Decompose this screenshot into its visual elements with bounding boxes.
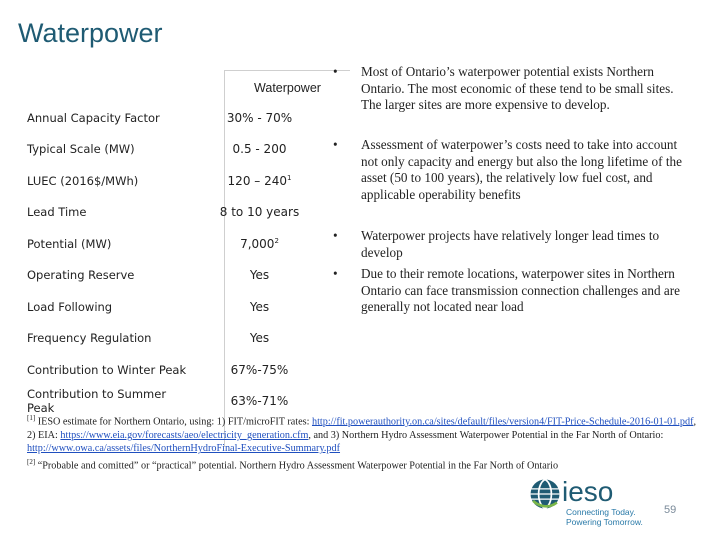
row-value: Yes [249,299,270,314]
potential-value: 7,000 [240,236,275,251]
bullet-text: Most of Ontario’s waterpower potential exists Northern Ontario. The most economic of these tend to be small sites. The larger sites are more expensive to develop. [361,64,674,112]
page-number: 59 [664,504,677,516]
row-label: Frequency Regulation [27,330,152,345]
row-value: 30% - 70% [226,110,293,125]
row-label: Contribution to Winter Peak [27,362,187,377]
table-row [27,102,322,133]
table-row [27,133,322,164]
row-value: Yes [249,267,270,282]
footnote-ref-2: 2 [274,236,279,245]
row-value [212,237,307,251]
row-value: 0.5 - 200 [232,141,287,156]
bullet-text: Due to their remote locations, waterpower sites in Northern Ontario can face transmission connection challenges and are generally not located near load [361,266,680,314]
bullet-icon: • [333,228,338,243]
ieso-globe-icon [528,477,562,511]
footnote-2 [27,456,697,473]
footnotes [27,412,697,473]
row-value: 8 to 10 years [219,204,300,219]
ieso-logo-text: ieso [562,476,614,507]
tagline-line-2: Powering Tomorrow. [566,517,643,527]
bullet-item [330,137,690,203]
tagline-line-1: Connecting Today. [566,507,636,517]
row-label: Lead Time [27,204,87,219]
row-label: Potential (MW) [27,236,112,251]
table-row [27,259,322,290]
ieso-tagline [566,507,643,527]
northern-hydro-link[interactable]: http://www.owa.ca/assets/files/NorthernHydroFinal-Executive-Summary.pdf [27,443,341,455]
row-label: Operating Reserve [27,267,135,282]
row-value: 63%-71% [230,393,289,408]
bullet-icon: • [333,64,338,79]
bullet-item [330,266,690,316]
table-row [27,228,322,259]
row-value: 67%-75% [230,362,289,377]
table-row [27,354,322,385]
table-row [27,291,322,322]
table-column-header: Waterpower [224,70,350,105]
footnote-text: , and 3) Northern Hydro Assessment Waterpower Potential in the Far North of Ontario: [308,429,664,441]
row-label: Typical Scale (MW) [27,141,135,156]
footnote-text: IESO estimate for Northern Ontario, using: 1) FIT/microFIT rates: [35,416,312,428]
footnote-marker: [1] [27,414,36,422]
bullet-item [330,64,690,114]
bullet-icon: • [333,266,338,281]
bullet-icon: • [333,137,338,152]
footnote-text: , 2) EIA: [27,416,697,441]
table-row [27,322,322,353]
table-row [27,165,322,196]
bullet-item [330,228,690,261]
footnote-text: “Probable and comitted” or “practical” potential. Northern Hydro Assessment Waterpower Potential in the Far North of Ontario [35,460,559,472]
row-label: LUEC (2016$/MWh) [27,173,139,188]
footnote-ref-1: 1 [286,173,292,182]
row-value: Yes [249,330,270,345]
row-label: Annual Capacity Factor [27,110,160,125]
bullet-text: Waterpower projects have relatively longer lead times to develop [361,228,660,260]
fit-price-link[interactable]: http://fit.powerauthority.on.ca/sites/default/files/version4/FIT-Price-Schedule-2016-01-01.pdf [311,416,694,428]
footnote-marker: [2] [27,457,36,466]
eia-link[interactable]: https://www.eia.gov/forecasts/aeo/electricity_generation.cfm [60,429,309,441]
bullet-text: Assessment of waterpower’s costs need to take into account not only capacity and energy but also the long lifetime of the asset (50 to 100 years), the relatively low fuel cost, and applicable operability benefits [361,137,682,202]
table-row [27,196,322,227]
luec-value: 120 – 240 [227,173,287,188]
row-value [212,174,307,188]
page-title: Waterpower [18,18,163,48]
row-label: Contribution to Summer Peak [27,386,167,415]
row-label: Load Following [27,299,113,314]
footnote-1 [27,412,697,456]
